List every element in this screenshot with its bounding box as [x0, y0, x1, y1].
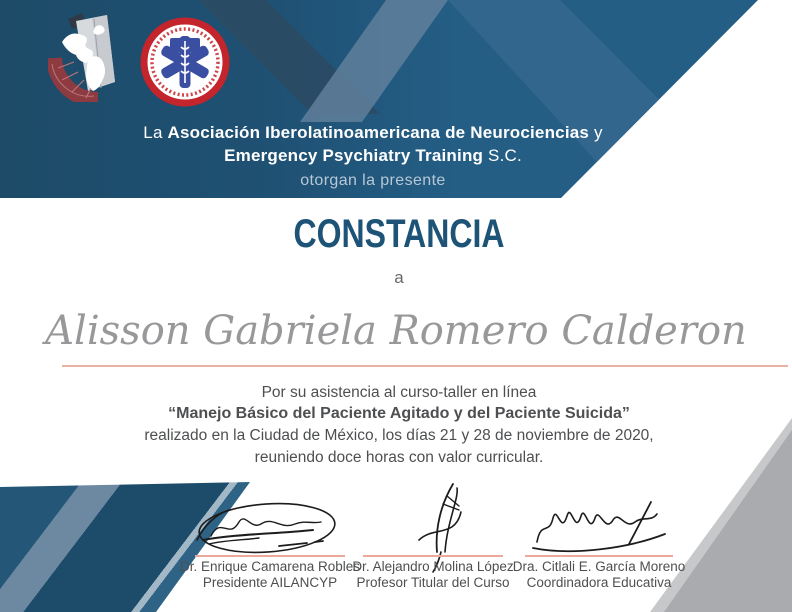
- signatory-name: Dr. Alejandro Molina López: [352, 559, 514, 574]
- signature-block-1: [179, 480, 361, 590]
- signatory-name: Dra. Citlali E. García Moreno: [512, 559, 686, 574]
- signatory-name: Dr. Enrique Camarena Robles: [179, 559, 361, 574]
- header-line-2: Emergency Psychiatry Training S.C.: [224, 146, 522, 165]
- body-line-2-course-title: “Manejo Básico del Paciente Agitado y del Paciente Suicida”: [168, 405, 630, 422]
- body-line-1: Por su asistencia al curso-taller en línea: [261, 384, 537, 401]
- preposition-a: a: [394, 268, 404, 287]
- signature-stroke-icon: [195, 496, 345, 558]
- signature-block-2: [352, 480, 514, 590]
- signatory-title: Coordinadora Educativa: [526, 575, 672, 590]
- body-line-3: realizado en la Ciudad de México, los días 21 y 28 de noviembre de 2020,: [144, 427, 654, 444]
- signature-divider: [525, 555, 673, 557]
- header-line-1: La Asociación Iberolatinoamericana de Neurociencias y: [143, 123, 603, 142]
- body-line-4: reuniendo doce horas con valor curricular.: [254, 449, 544, 466]
- signatory-title: Profesor Titular del Curso: [356, 575, 510, 590]
- signatory-title: Presidente AILANCYP: [202, 575, 338, 590]
- signature-divider: [195, 555, 345, 557]
- recipient-name: Alisson Gabriela Romero Calderon: [45, 308, 747, 354]
- header-tagline: otorgan la presente: [300, 172, 446, 189]
- signature-block-3: [512, 480, 686, 590]
- header-text: [0, 0, 746, 198]
- signature-divider: [363, 555, 503, 557]
- signature-stroke-icon: [525, 496, 673, 554]
- recipient-name-underline: [62, 365, 788, 367]
- certificate-title: CONSTANCIA: [293, 212, 505, 256]
